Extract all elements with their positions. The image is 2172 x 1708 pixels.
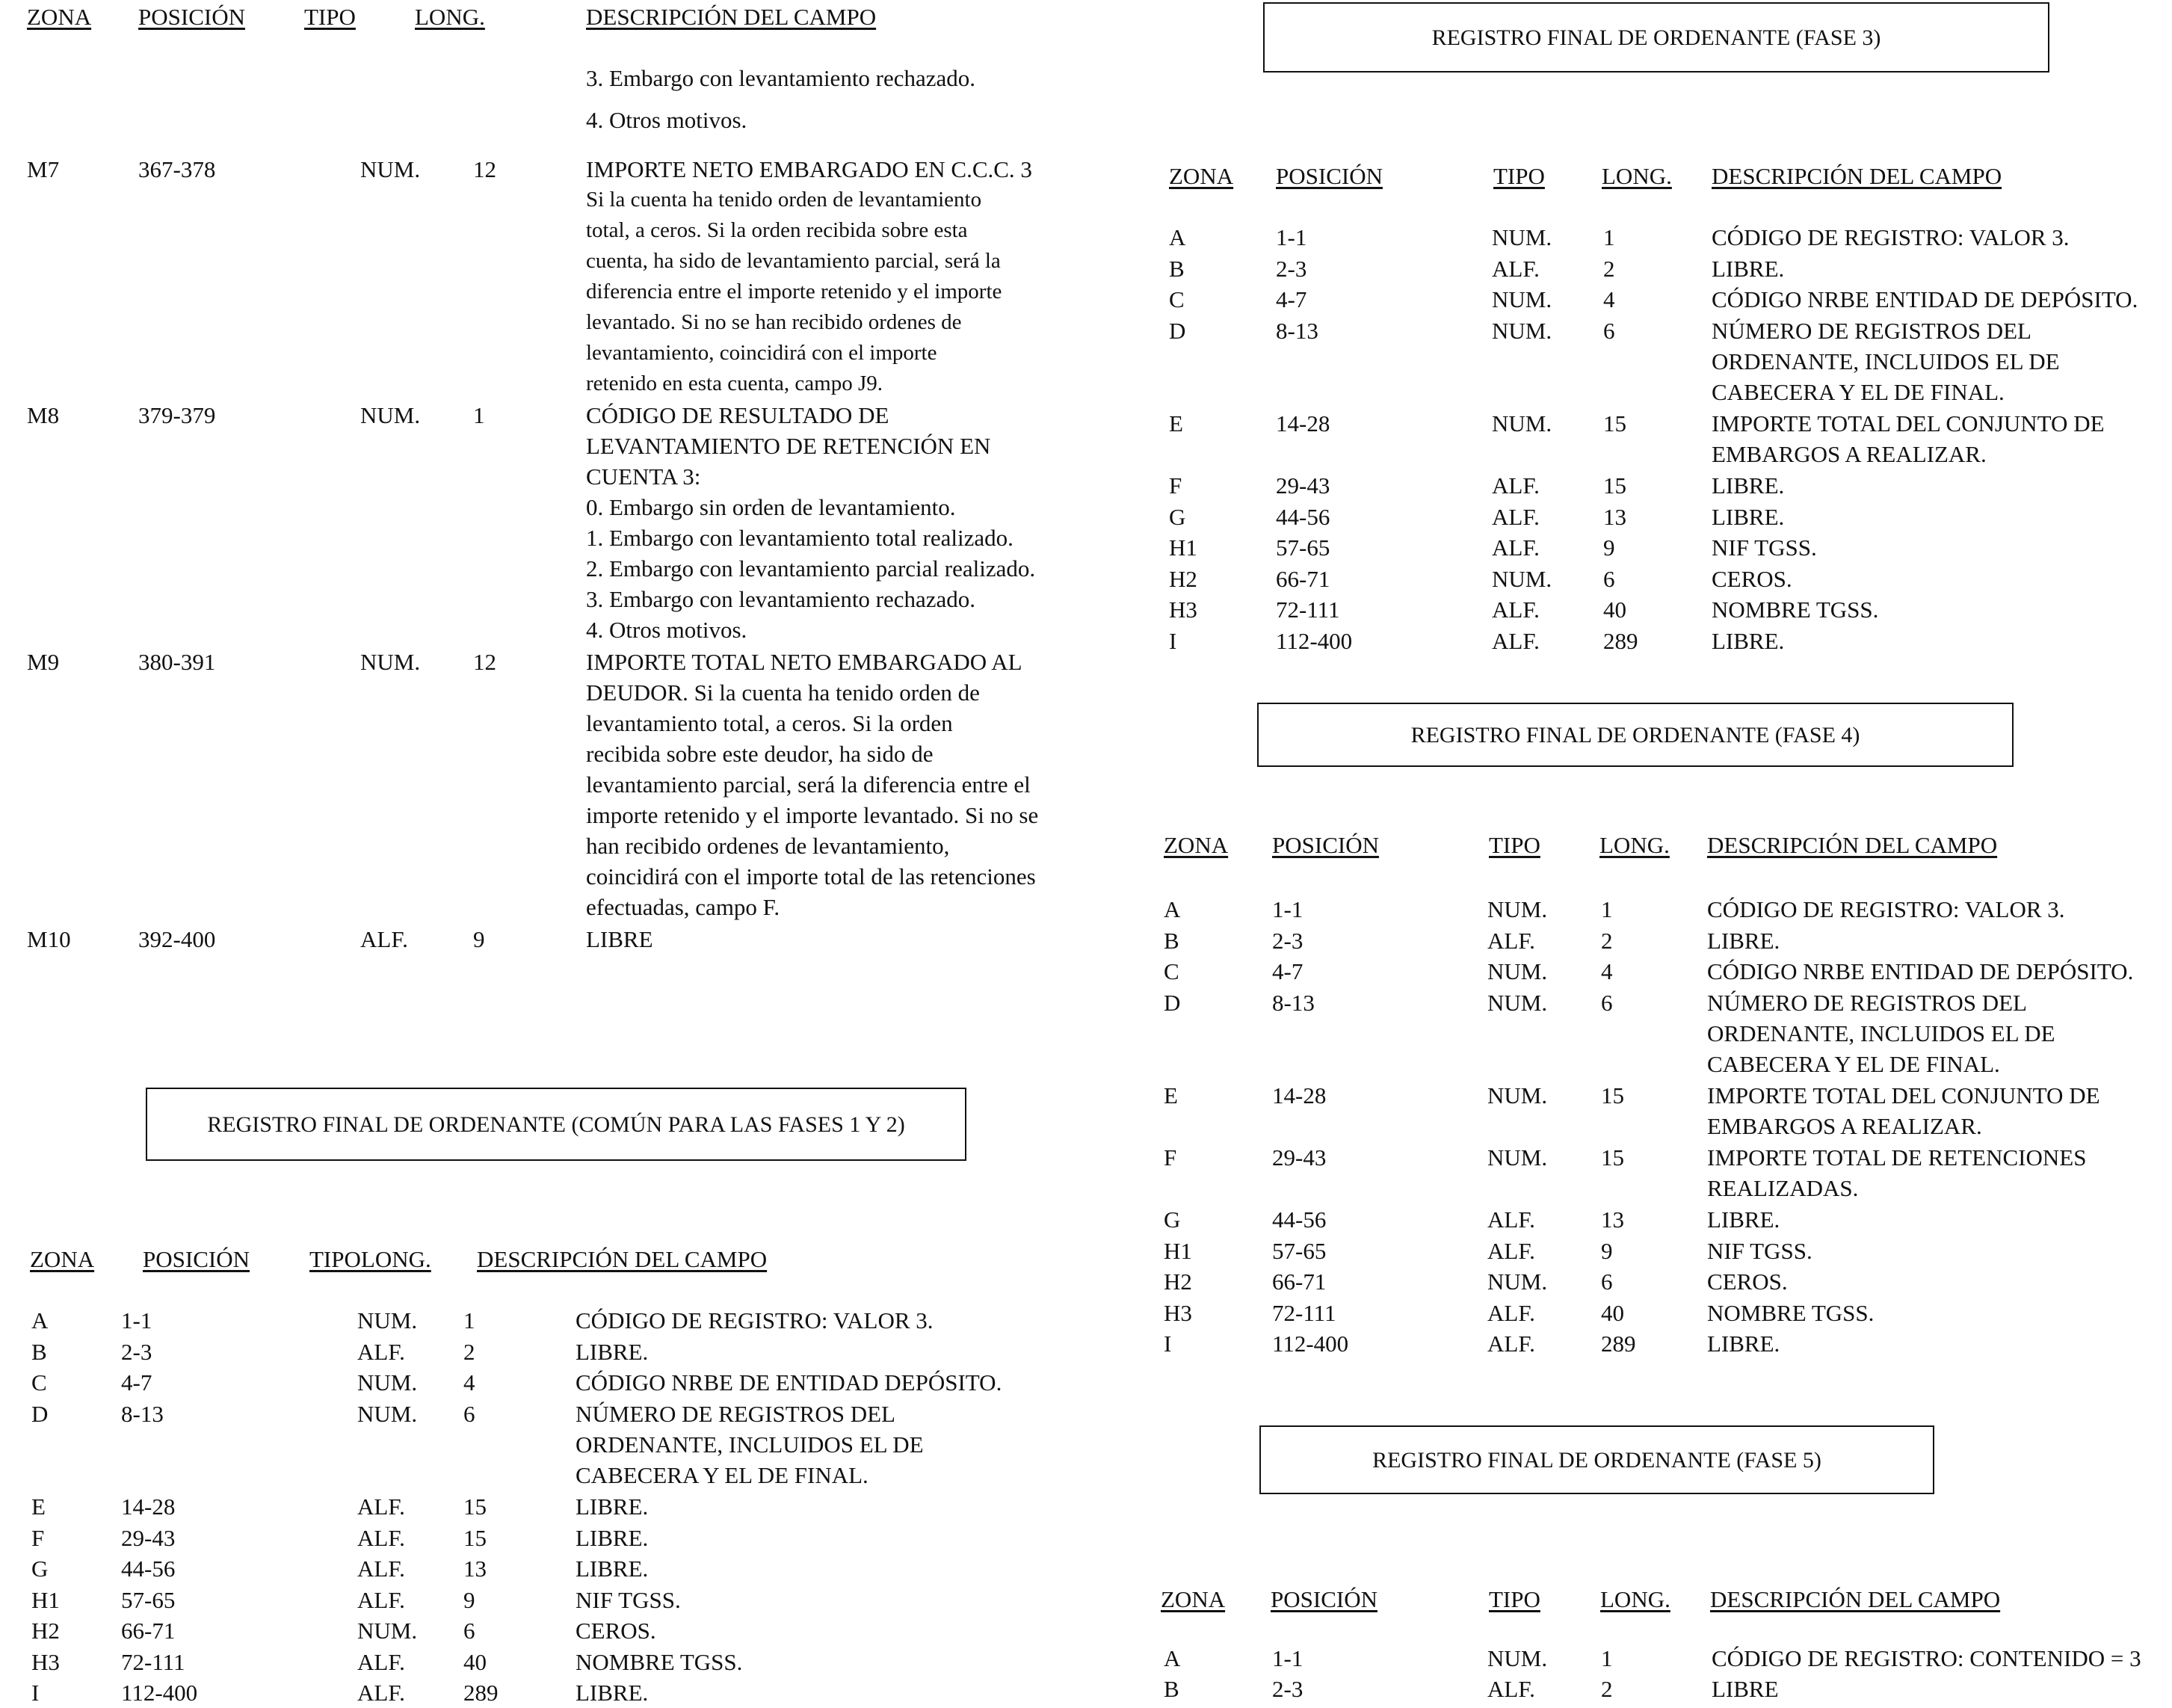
cell-posicion: 29-43 [1272,1144,1327,1171]
header-tipo: TIPO [1489,1586,1540,1612]
cell-zona: B [1164,927,1179,954]
cell-tipo: ALF. [1492,627,1540,654]
cell-desc: IMPORTE NETO EMBARGADO EN C.C.C. 3 Si la cuenta ha tenido orden de levantamiento total, a ceros. Si la orden recibida sobre esta cuenta, ha sido de levantamiento parcial, será la diferencia entre el importe retenido y el importe levantado. Si no se han recibido ordenes de levantamiento, coincidirá con el importe retenido en esta cuenta, campo J9. [586,156,1032,395]
cell-tipo: NUM. [1487,958,1548,984]
section-title-box [1257,703,2014,767]
cell-posicion: 2-3 [1272,1676,1303,1702]
cell-tipo: NUM. [357,1400,418,1427]
cell-zona: G [1169,503,1186,530]
cell-posicion: 66-71 [121,1618,176,1644]
cell-zona: I [1164,1331,1172,1357]
cell-desc: LIBRE. [576,1556,649,1582]
cell-posicion: 1-1 [121,1307,152,1334]
cell-zona: C [1164,958,1179,984]
cell-tipo: ALF. [1487,1206,1535,1233]
header-zona: ZONA [27,4,92,30]
section-title: REGISTRO FINAL DE ORDENANTE (FASE 4) [1410,722,1860,747]
cell-long: 13 [463,1556,487,1582]
cell-long: 13 [1603,503,1626,530]
cell-long: 289 [1601,1331,1636,1357]
cell-posicion: 57-65 [1272,1237,1327,1264]
cell-tipo: ALF. [357,1493,405,1520]
section-title-box [146,1088,966,1161]
cell-desc: CÓDIGO DE RESULTADO DE LEVANTAMIENTO DE RETENCIÓN EN CUENTA 3: 0. Embargo sin orden de levantamiento. 1. Embargo con levantamiento total realizado. 2. Embargo con levantamiento parcial realizado. 3. Embargo con levantamiento rechazado. 4. Otros motivos. [586,402,1036,643]
cell-posicion: 112-400 [121,1680,198,1706]
cell-desc: LIBRE. [1707,1331,1780,1357]
cell-tipo: NUM. [1487,1268,1548,1295]
cell-zona: H2 [31,1618,60,1644]
cell-posicion: 8-13 [1272,989,1315,1016]
cell-desc: LIBRE. [1712,255,1785,282]
cell-desc: NOMBRE TGSS. [1707,1299,1875,1326]
cell-posicion: 367-378 [138,156,216,182]
cell-posicion: 2-3 [121,1338,152,1365]
cell-desc: LIBRE [1712,1676,1779,1702]
header-posicion: POSICIÓN [138,4,245,30]
cell-tipo: ALF. [357,1648,405,1675]
cell-desc: CEROS. [576,1618,656,1644]
cell-tipo: NUM. [1492,286,1552,312]
cell-long: 40 [1601,1299,1624,1326]
cell-long: 2 [1601,927,1613,954]
cell-long: 15 [1603,410,1626,437]
header-desc: DESCRIPCIÓN DEL CAMPO [586,4,877,30]
cell-desc: CEROS. [1707,1268,1788,1295]
cell-zona: H2 [1169,565,1197,592]
cell-long: 6 [1603,565,1615,592]
cell-tipo: ALF. [1492,472,1540,499]
header-zona: ZONA [1161,1586,1226,1612]
cell-tipo: ALF. [357,1524,405,1551]
cell-posicion: 380-391 [138,649,216,675]
cell-tipo: ALF. [357,1586,405,1613]
header-desc: DESCRIPCIÓN DEL CAMPO [1710,1586,2001,1612]
section-title-box [1259,1425,1934,1494]
cell-tipo: NUM. [360,649,421,675]
cell-zona: M7 [27,156,60,182]
cell-posicion: 1-1 [1276,224,1307,250]
header-posicion: POSICIÓN [1276,163,1383,189]
cell-tipo: ALF. [1487,1676,1535,1702]
header-desc: DESCRIPCIÓN DEL CAMPO [1712,163,2002,189]
header-zona: ZONA [30,1246,95,1272]
cell-long: 2 [463,1338,475,1365]
cell-tipo: ALF. [1492,255,1540,282]
cell-long: 6 [1601,989,1613,1016]
cell-long: 9 [1603,534,1615,561]
cell-desc: CÓDIGO DE REGISTRO: VALOR 3. [576,1307,934,1334]
cell-desc: CÓDIGO NRBE DE ENTIDAD DEPÓSITO. [576,1369,1002,1396]
header-long: LONG. [1602,163,1672,189]
cell-long: 1 [463,1307,475,1334]
cell-tipo: NUM. [1492,565,1552,592]
cell-tipo: ALF. [357,1556,405,1582]
cell-zona: H2 [1164,1268,1192,1295]
cell-posicion: 8-13 [121,1400,164,1427]
cell-desc: NIF TGSS. [1712,534,1817,561]
cell-zona: M10 [27,926,71,952]
cell-desc: LIBRE. [1712,627,1785,654]
cell-desc: CÓDIGO NRBE ENTIDAD DE DEPÓSITO. [1707,958,2134,984]
cell-posicion: 44-56 [1276,503,1330,530]
cell-posicion: 1-1 [1272,1645,1303,1671]
cell-desc: CÓDIGO DE REGISTRO: VALOR 3. [1707,896,2065,922]
cell-zona: A [1169,224,1186,250]
cell-posicion: 29-43 [121,1524,176,1551]
cell-tipo: NUM. [1487,989,1548,1016]
cell-zona: C [31,1369,47,1396]
cell-long: 15 [1601,1144,1624,1171]
continuation-line: 4. Otros motivos. [586,107,747,133]
cell-tipo: ALF. [1487,1331,1535,1357]
cell-desc: LIBRE. [576,1493,649,1520]
cell-long: 15 [1603,472,1626,499]
cell-zona: H1 [1169,534,1197,561]
cell-posicion: 4-7 [121,1369,152,1396]
cell-desc: LIBRE. [576,1338,649,1365]
cell-posicion: 72-111 [1272,1299,1336,1326]
cell-tipo: NUM. [1487,1645,1548,1671]
cell-tipo: NUM. [357,1618,418,1644]
cell-posicion: 112-400 [1272,1331,1349,1357]
cell-desc: NIF TGSS. [576,1586,681,1613]
cell-long: 6 [1601,1268,1613,1295]
cell-long: 9 [473,926,485,952]
cell-zona: D [31,1400,49,1427]
cell-tipo: ALF. [1487,1237,1535,1264]
cell-desc: CEROS. [1712,565,1792,592]
cell-tipo: ALF. [1492,503,1540,530]
cell-zona: I [31,1680,40,1706]
cell-posicion: 392-400 [138,926,216,952]
cell-zona: D [1169,317,1186,344]
cell-long: 9 [463,1586,475,1613]
cell-desc: IMPORTE TOTAL DEL CONJUNTO DE EMBARGOS A REALIZAR. [1712,410,2105,467]
cell-desc: CÓDIGO DE REGISTRO: CONTENIDO = 3 [1712,1645,2141,1671]
cell-desc: LIBRE. [1712,472,1785,499]
cell-desc: LIBRE [586,926,653,952]
cell-posicion: 379-379 [138,402,216,428]
cell-posicion: 8-13 [1276,317,1318,344]
continuation-line: 3. Embargo con levantamiento rechazado. [586,65,976,91]
cell-zona: H3 [1169,596,1197,623]
header-tipolong: TIPOLONG. [309,1246,431,1272]
cell-zona: A [1164,1645,1181,1671]
cell-desc: LIBRE. [576,1524,649,1551]
cell-desc: IMPORTE TOTAL NETO EMBARGADO AL DEUDOR. Si la cuenta ha tenido orden de levantamiento total, a ceros. Si la orden recibida sobre este deudor, ha sido de levantamiento parcial, será la diferencia entre el importe retenido y el importe levantado. Si no se han recibido ordenes de levantamiento, coincidirá con el importe total de las retenciones efectuadas, campo F. [586,649,1039,920]
cell-posicion: 14-28 [1276,410,1330,437]
cell-zona: F [1169,472,1182,499]
cell-zona: G [31,1556,49,1582]
cell-long: 6 [1603,317,1615,344]
cell-tipo: NUM. [1492,317,1552,344]
cell-tipo: ALF. [1487,927,1535,954]
cell-tipo: ALF. [1492,534,1540,561]
cell-tipo: ALF. [360,926,408,952]
cell-long: 15 [463,1493,487,1520]
cell-long: 15 [463,1524,487,1551]
cell-posicion: 2-3 [1272,927,1303,954]
cell-tipo: NUM. [357,1369,418,1396]
cell-tipo: NUM. [1492,224,1552,250]
cell-long: 4 [1601,958,1613,984]
cell-posicion: 2-3 [1276,255,1307,282]
cell-desc: NOMBRE TGSS. [576,1648,743,1675]
cell-long: 2 [1601,1676,1613,1702]
cell-zona: A [1164,896,1181,922]
header-posicion: POSICIÓN [1271,1586,1377,1612]
cell-zona: C [1169,286,1185,312]
cell-tipo: ALF. [357,1680,405,1706]
cell-tipo: NUM. [360,402,421,428]
cell-tipo: NUM. [1487,896,1548,922]
section-title-box [1263,2,2049,73]
header-long: LONG. [1599,832,1670,858]
cell-posicion: 72-111 [121,1648,185,1675]
section-title: REGISTRO FINAL DE ORDENANTE (FASE 3) [1431,25,1881,50]
header-long: LONG. [415,4,485,30]
cell-desc: LIBRE. [576,1680,649,1706]
cell-zona: F [1164,1144,1177,1171]
cell-long: 1 [1603,224,1615,250]
header-zona: ZONA [1169,163,1234,189]
cell-posicion: 14-28 [1272,1082,1327,1109]
cell-posicion: 66-71 [1272,1268,1327,1295]
cell-long: 289 [463,1680,499,1706]
cell-posicion: 112-400 [1276,627,1353,654]
cell-zona: I [1169,627,1177,654]
section-title: REGISTRO FINAL DE ORDENANTE (FASE 5) [1372,1447,1821,1473]
cell-desc: IMPORTE TOTAL DE RETENCIONES REALIZADAS. [1707,1144,2087,1201]
cell-long: 40 [463,1648,487,1675]
cell-posicion: 57-65 [121,1586,176,1613]
cell-zona: G [1164,1206,1181,1233]
cell-zona: H1 [31,1586,60,1613]
cell-tipo: NUM. [1487,1144,1548,1171]
cell-posicion: 72-111 [1276,596,1340,623]
cell-desc: CÓDIGO DE REGISTRO: VALOR 3. [1712,224,2070,250]
cell-desc: IMPORTE TOTAL DEL CONJUNTO DE EMBARGOS A REALIZAR. [1707,1082,2100,1139]
cell-posicion: 57-65 [1276,534,1330,561]
section-title: REGISTRO FINAL DE ORDENANTE (COMÚN PARA LAS FASES 1 Y 2) [207,1112,905,1137]
cell-zona: B [1169,255,1185,282]
cell-posicion: 44-56 [1272,1206,1327,1233]
cell-zona: E [1169,410,1183,437]
header-tipo: TIPO [1489,832,1540,858]
cell-zona: A [31,1307,49,1334]
cell-long: 1 [1601,1645,1613,1671]
cell-zona: M9 [27,649,60,675]
header-long: LONG. [1600,1586,1670,1612]
cell-desc: CÓDIGO NRBE ENTIDAD DE DEPÓSITO. [1712,286,2138,312]
header-posicion: POSICIÓN [1272,832,1379,858]
cell-zona: H1 [1164,1237,1192,1264]
cell-posicion: 4-7 [1276,286,1307,312]
cell-long: 12 [473,156,496,182]
cell-tipo: ALF. [1487,1299,1535,1326]
cell-zona: D [1164,989,1181,1016]
cell-posicion: 1-1 [1272,896,1303,922]
cell-tipo: ALF. [357,1338,405,1365]
cell-tipo: NUM. [1492,410,1552,437]
cell-long: 289 [1603,627,1638,654]
cell-long: 40 [1603,596,1626,623]
cell-tipo: NUM. [1487,1082,1548,1109]
cell-long: 4 [463,1369,475,1396]
cell-tipo: ALF. [1492,596,1540,623]
cell-long: 1 [1601,896,1613,922]
cell-zona: H3 [1164,1299,1192,1326]
header-posicion: POSICIÓN [143,1246,250,1272]
cell-long: 4 [1603,286,1615,312]
cell-posicion: 29-43 [1276,472,1330,499]
cell-long: 6 [463,1400,475,1427]
cell-long: 15 [1601,1082,1624,1109]
cell-zona: E [1164,1082,1178,1109]
header-tipo: TIPO [1493,163,1545,189]
cell-zona: M8 [27,402,60,428]
header-desc: DESCRIPCIÓN DEL CAMPO [477,1246,768,1272]
cell-posicion: 4-7 [1272,958,1303,984]
cell-zona: F [31,1524,45,1551]
cell-tipo: NUM. [360,156,421,182]
cell-desc: LIBRE. [1712,503,1785,530]
header-tipo: TIPO [304,4,356,30]
cell-tipo: NUM. [357,1307,418,1334]
cell-desc: NÚMERO DE REGISTROS DEL ORDENANTE, INCLUIDOS EL DE CABECERA Y EL DE FINAL. [576,1400,924,1488]
cell-desc: NIF TGSS. [1707,1237,1812,1264]
cell-zona: E [31,1493,46,1520]
cell-long: 6 [463,1618,475,1644]
cell-desc: LIBRE. [1707,1206,1780,1233]
cell-desc: NÚMERO DE REGISTROS DEL ORDENANTE, INCLUIDOS EL DE CABECERA Y EL DE FINAL. [1707,989,2055,1077]
cell-desc: LIBRE. [1707,927,1780,954]
cell-zona: H3 [31,1648,60,1675]
header-desc: DESCRIPCIÓN DEL CAMPO [1707,832,1998,858]
cell-posicion: 66-71 [1276,565,1330,592]
cell-long: 2 [1603,255,1615,282]
cell-posicion: 14-28 [121,1493,176,1520]
cell-long: 12 [473,649,496,675]
cell-posicion: 44-56 [121,1556,176,1582]
cell-desc: NOMBRE TGSS. [1712,596,1879,623]
cell-long: 13 [1601,1206,1624,1233]
cell-zona: B [31,1338,47,1365]
cell-long: 1 [473,402,485,428]
header-zona: ZONA [1164,832,1229,858]
cell-desc: NÚMERO DE REGISTROS DEL ORDENANTE, INCLUIDOS EL DE CABECERA Y EL DE FINAL. [1712,317,2060,405]
cell-zona: B [1164,1676,1179,1702]
cell-long: 9 [1601,1237,1613,1264]
